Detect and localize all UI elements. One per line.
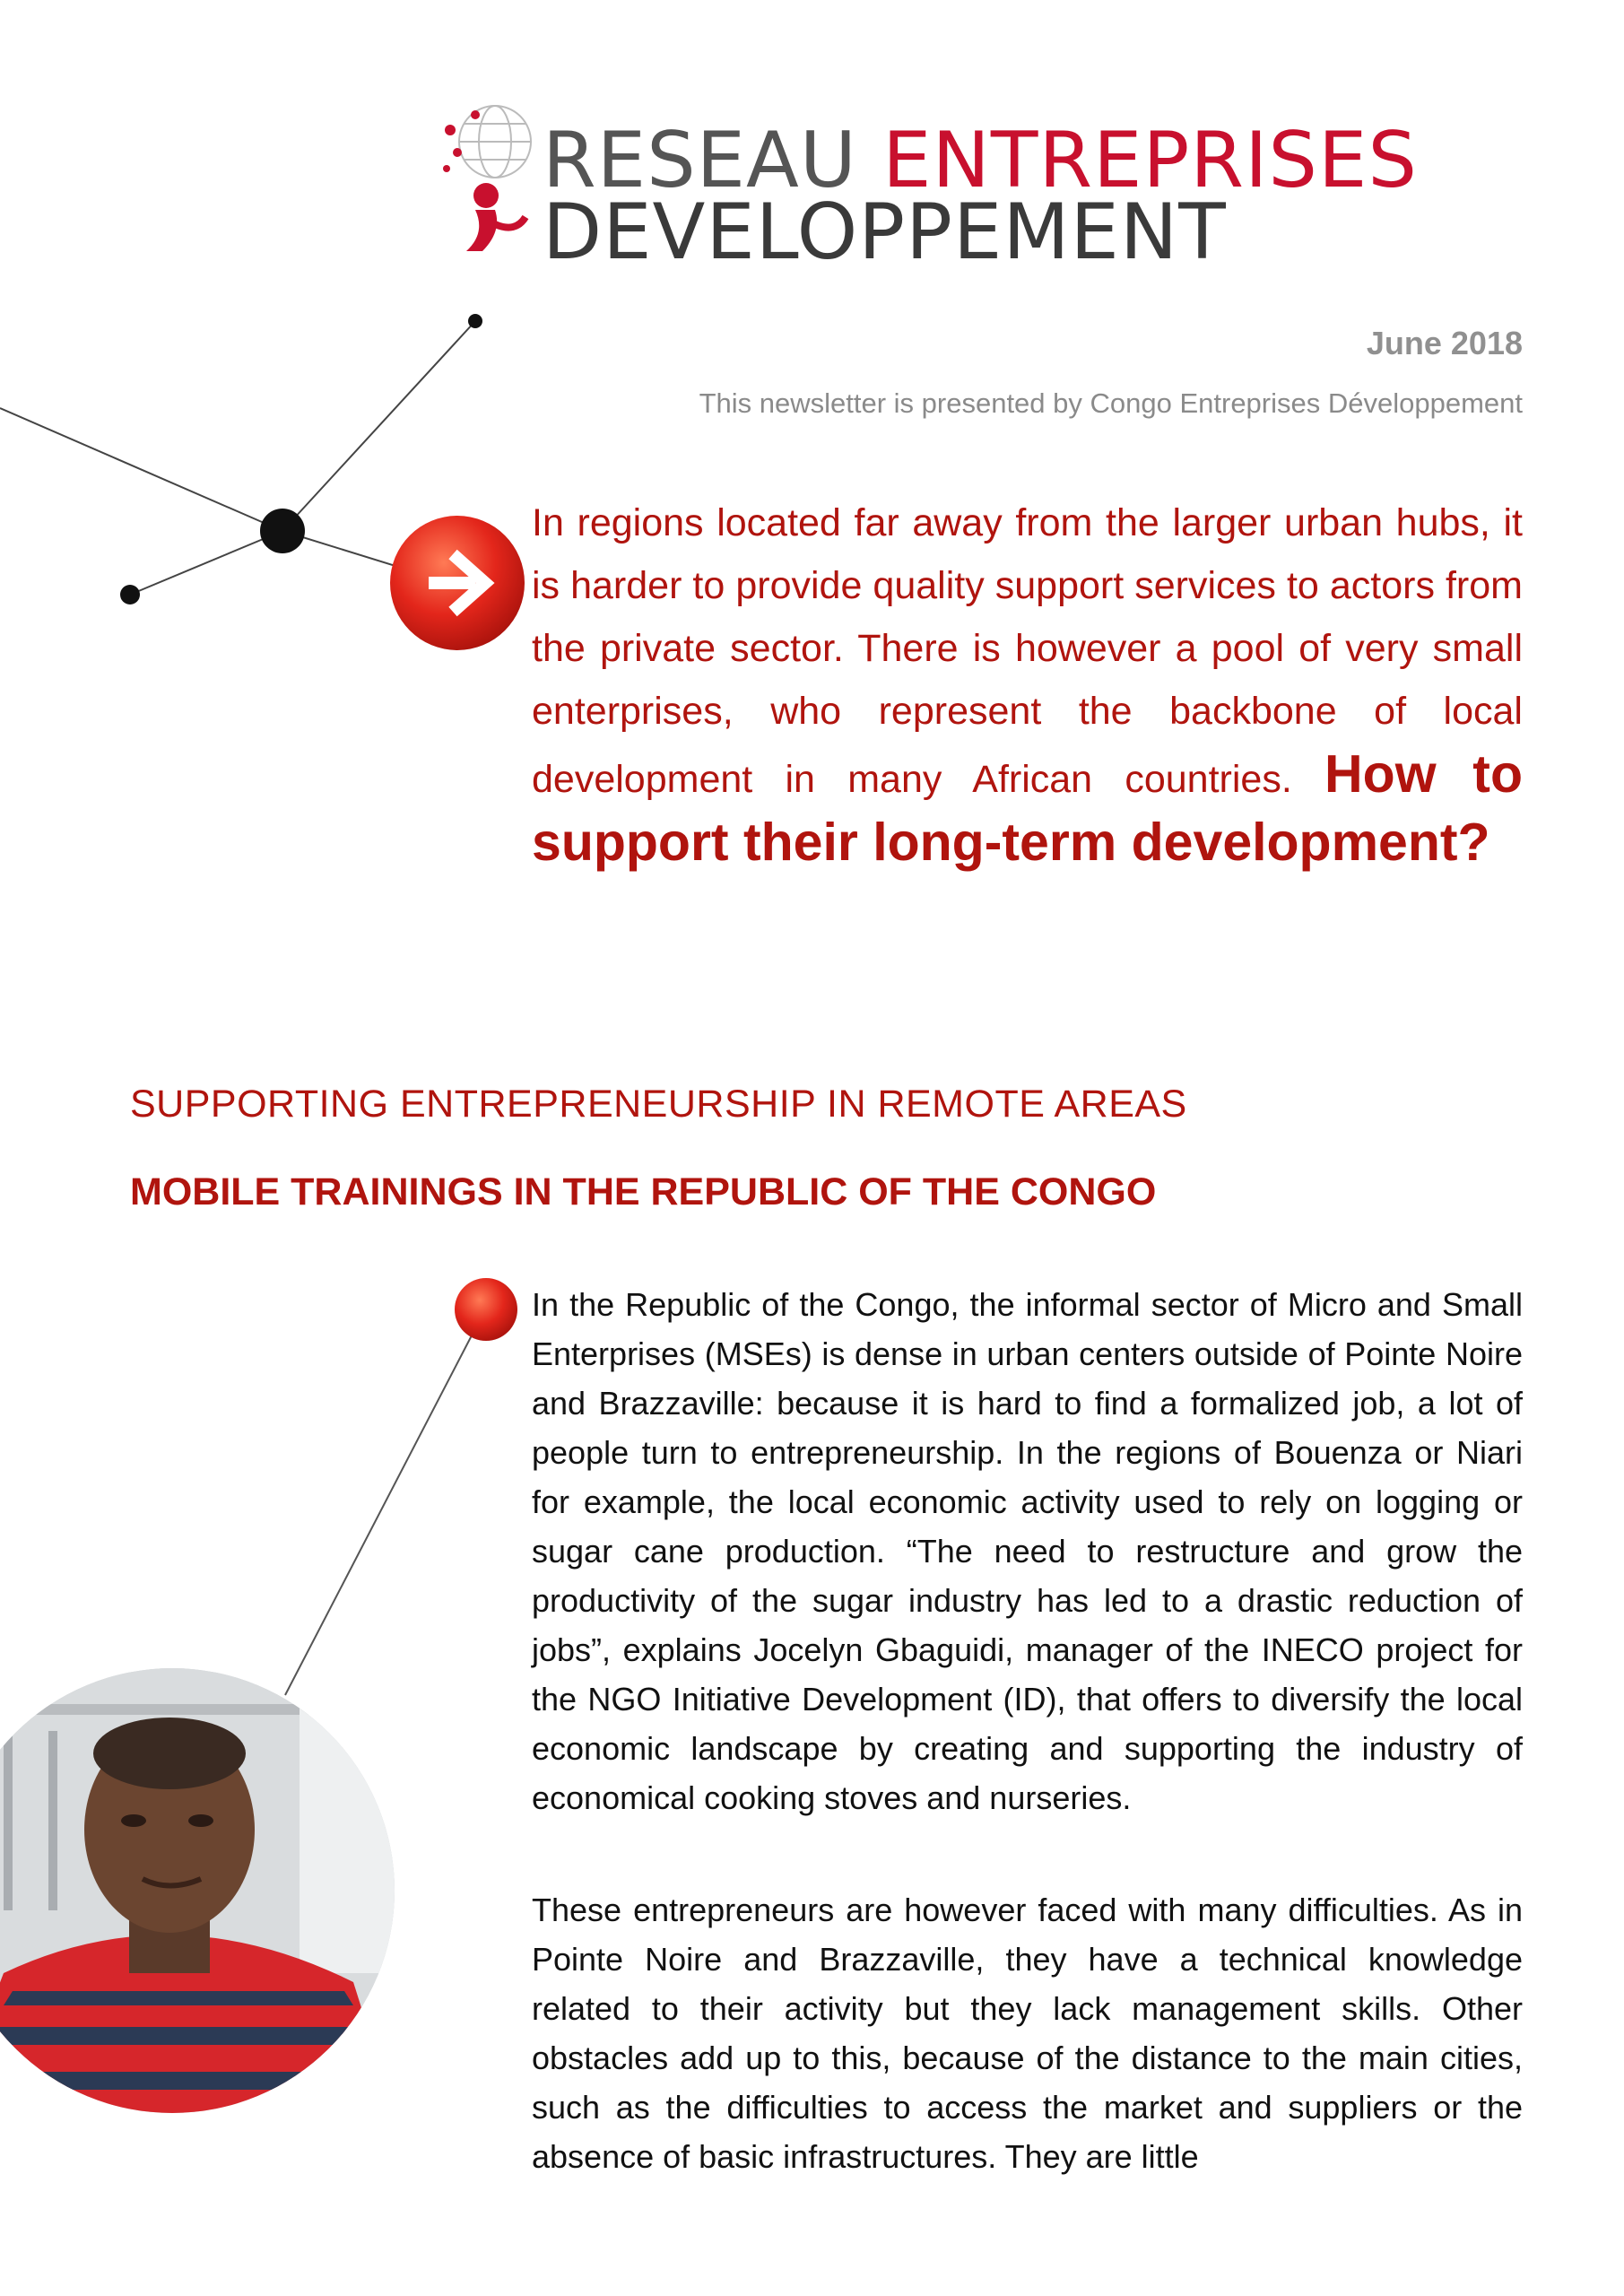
issue-date: June 2018 [1366,325,1523,361]
logo-word-entreprises: ENTREPRISES [882,116,1418,205]
section-subheading: MOBILE TRAININGS IN THE REPUBLIC OF THE CONGO [130,1170,1157,1213]
newsletter-byline: This newsletter is presented by Congo Entreprises Développement [699,387,1523,419]
section-heading: SUPPORTING ENTREPRENEURSHIP IN REMOTE AREAS [130,1083,1187,1126]
logo-globe-icon [439,99,538,260]
lead-question: How to support their long-term development? [532,744,1523,872]
lead-text: In regions located far away from the larger urban hubs, it is harder to provide quality support services to actors from the private sector. There is however a pool of very small enterprises, who represent the backbone of local development in many African countries. [532,501,1523,801]
bullet-dot-icon [455,1278,517,1341]
lead-paragraph [532,491,1523,879]
logo-line-2: DEVELOPPEMENT [543,187,1227,277]
article-paragraph-1: In the Republic of the Congo, the informal sector of Micro and Small Enterprises (MSEs) is dense in urban centers outside of Pointe Noire and Brazzaville: because it is hard to find a formalized job, a lot of people turn to entrepreneurship. In the regions of Bouenza or Niari for example, the local economic activity used to rely on logging or sugar cane production. “The need to restructure and grow the productivity of the sugar industry has led to a drastic reduction of jobs”, explains Jocelyn Gbaguidi, manager of the INECO project for the NGO Initiative Development (ID), that offers to diversify the local economic landscape by creating and supporting the industry of economical cooking stoves and nurseries. [532,1286,1523,1816]
article-paragraph-2: These entrepreneurs are however faced with many difficulties. As in Pointe Noire and Brazzaville, they have a technical knowledge related to their activity but they lack management skills. Other obstacles add up to this, because of the distance to the main cities, such as the difficulties to access the market and suppliers or the absence of basic infrastructures. They are little [532,1892,1523,2175]
logo-word-reseau: RESEAU [543,116,857,205]
